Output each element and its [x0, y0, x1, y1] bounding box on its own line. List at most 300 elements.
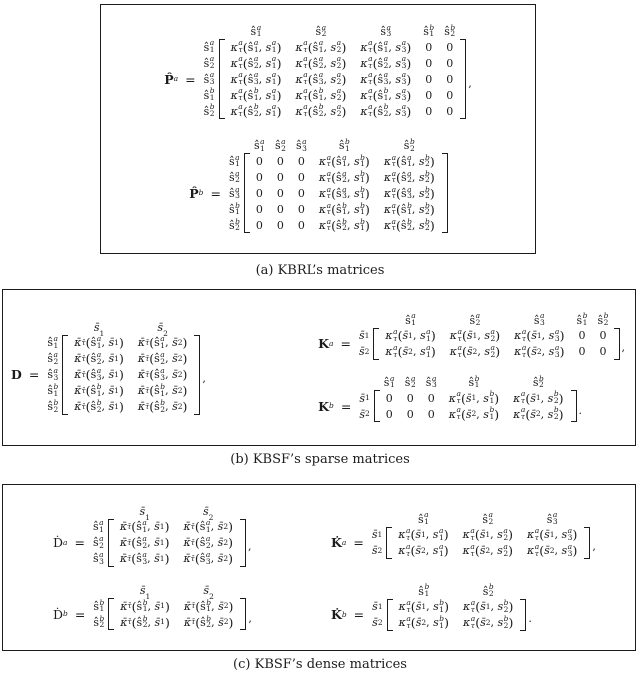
math-glyph: (	[331, 201, 336, 217]
matrix-cell: κ a τ ( s̄ 2 , s a 1 )	[398, 542, 449, 559]
math-subsup-stack	[210, 72, 215, 86]
math-glyph: s̄	[372, 616, 378, 629]
math-script: 2	[450, 29, 456, 39]
math-glyph: )	[430, 328, 436, 343]
math-glyph: ,	[490, 616, 495, 629]
math-script: 2	[409, 143, 415, 153]
math-glyph: ,	[411, 218, 416, 232]
math-glyph: ŝ	[154, 336, 160, 349]
math-glyph: (	[242, 55, 248, 71]
math-glyph: ŝ	[377, 56, 384, 70]
right-bracket	[194, 335, 200, 415]
math-glyph: (	[307, 87, 313, 103]
math-glyph: D	[11, 367, 22, 382]
math-glyph: (	[149, 335, 155, 350]
matrix-cell	[572, 344, 593, 360]
math-glyph: s	[395, 104, 402, 118]
math-script: a	[368, 54, 373, 64]
math-script: τ	[391, 175, 396, 185]
math-glyph: (	[397, 328, 403, 343]
math-glyph: s	[265, 56, 272, 70]
math-script: a	[271, 86, 277, 96]
matrix-punctuation: ,	[621, 340, 625, 354]
math-script: a	[336, 54, 342, 64]
math-script: τ	[520, 396, 526, 405]
math-glyph: ŝ	[336, 154, 342, 168]
math-glyph: )	[443, 543, 449, 559]
math-script: a	[391, 184, 397, 194]
math-script: 2	[205, 540, 211, 550]
math-glyph: κ̄	[120, 599, 128, 613]
math-script: 1	[439, 604, 445, 614]
math-glyph: s	[548, 329, 555, 342]
math-script: 3	[407, 191, 412, 201]
right-bracket	[520, 599, 526, 631]
math-glyph: (	[461, 344, 467, 359]
math-script: b	[99, 597, 105, 607]
math-glyph: ŝ	[482, 584, 489, 598]
math-script: 2	[142, 540, 148, 550]
caption-c: (c) KBSF’s dense matrices	[233, 657, 407, 672]
math-script: τ	[238, 45, 243, 55]
math-subsup-stack	[235, 168, 240, 185]
matrix-cell: κ̄ τ̄ ( ŝ b 1 , s̄ 2 )	[137, 381, 188, 398]
math-subsup-stack	[429, 22, 435, 39]
row-label: s̄ 2	[371, 544, 383, 558]
math-script: τ	[368, 109, 373, 119]
matrix-cell: κ a τ ( s̄ 2 , s a 2 )	[449, 342, 501, 359]
math-glyph: )	[406, 55, 412, 71]
math-glyph	[347, 607, 351, 622]
math-glyph: 0	[578, 329, 586, 342]
math-script: τ	[303, 109, 308, 119]
matrix-cell	[312, 153, 377, 169]
math-glyph: s̄	[479, 544, 486, 558]
math-glyph: )	[559, 344, 565, 359]
math-glyph: ,	[425, 528, 430, 542]
math-script: 1	[439, 620, 445, 630]
math-glyph: κ	[514, 345, 522, 358]
math-glyph: ŝ	[200, 615, 206, 629]
col-label	[288, 22, 353, 40]
math-script: 3	[142, 556, 148, 566]
math-script: a	[488, 510, 493, 520]
matrix-cell	[312, 217, 377, 233]
math-subsup-stack	[210, 40, 215, 54]
math-script: a	[391, 200, 397, 210]
math-glyph: ŝ	[469, 313, 476, 327]
math-script: a	[406, 613, 411, 623]
math-glyph: (	[396, 153, 401, 169]
math-glyph: (	[85, 367, 91, 382]
math-script: b	[253, 86, 259, 96]
matrix-cell	[439, 39, 460, 55]
math-glyph: ŝ	[92, 536, 99, 549]
math-glyph: s̄	[402, 345, 409, 358]
math-glyph: ,	[388, 40, 392, 54]
col-label	[439, 22, 460, 40]
math-script: 3	[401, 45, 407, 55]
right-bracket	[240, 519, 246, 567]
math-script: τ	[326, 223, 331, 233]
matrix-cell	[270, 185, 291, 201]
math-script: 1	[271, 45, 277, 55]
math-glyph: ,	[490, 528, 494, 542]
math-script: b	[342, 200, 347, 210]
math-glyph: κ̄	[137, 400, 146, 413]
math-subsup-stack	[553, 512, 558, 526]
math-subsup-stack	[424, 512, 429, 526]
math-glyph: )	[495, 328, 501, 343]
math-glyph: s̄	[415, 616, 422, 629]
right-bracket	[460, 39, 466, 119]
matrix-cell: κ̄ τ̄ ( ŝ b 1 , s̄ 2 )	[183, 597, 234, 614]
math-glyph: (	[85, 383, 91, 398]
math-glyph: )	[494, 406, 500, 422]
col-label	[392, 584, 456, 599]
math-glyph: s̄	[359, 391, 365, 405]
math-script: a	[253, 54, 259, 64]
math-glyph: s̄	[172, 384, 178, 397]
math-glyph: s	[433, 600, 439, 613]
math-script: 3	[302, 143, 307, 153]
math-script: a	[303, 38, 308, 48]
math-script: b	[488, 582, 494, 591]
math-script: a	[336, 102, 342, 112]
math-glyph: κ̄	[74, 384, 82, 397]
math-glyph: ŝ	[92, 520, 99, 533]
math-script: 2	[383, 61, 389, 71]
math-glyph: (	[410, 599, 416, 614]
math-glyph: )	[558, 390, 564, 406]
math-script: τ	[521, 333, 527, 343]
math-glyph: κ̄	[119, 520, 128, 533]
math-glyph: (	[85, 399, 91, 414]
math-glyph: s̄	[531, 329, 537, 342]
math-glyph: ,	[323, 56, 328, 70]
math-script: τ	[521, 349, 527, 359]
math-script: τ	[368, 93, 373, 103]
math-script: a	[567, 526, 573, 535]
math-script: 2	[142, 620, 148, 630]
math-script: a	[470, 526, 475, 535]
math-script: a	[253, 70, 259, 80]
math-subsup-stack	[235, 184, 240, 201]
math-glyph: κ	[514, 329, 522, 342]
math-script: b	[360, 216, 365, 226]
math-glyph: )	[495, 344, 501, 359]
matrix-cell	[439, 71, 460, 87]
math-subsup-stack	[345, 136, 350, 153]
row-label	[204, 71, 219, 87]
col-label	[507, 313, 571, 328]
math-script: 2	[318, 61, 324, 71]
math-script: 2	[490, 349, 496, 359]
math-subsup-stack	[210, 88, 215, 102]
math-subsup-stack	[321, 22, 327, 39]
col-label: s̄ 1	[139, 584, 151, 602]
math-glyph: s̄	[154, 520, 160, 533]
math-glyph: κ	[513, 391, 521, 405]
math-glyph: s	[497, 616, 504, 629]
math-script: 2	[321, 29, 327, 39]
math-script: a	[391, 216, 397, 226]
matrix-cell	[377, 217, 442, 233]
math-glyph: =	[185, 71, 196, 87]
matrix-K-b	[318, 373, 583, 423]
math-subsup-stack	[386, 22, 392, 39]
matrix-cell	[249, 169, 270, 185]
math-glyph: )	[406, 39, 412, 55]
row-label: s̄ 1	[371, 528, 383, 542]
panel-c-row1-right	[309, 512, 629, 559]
matrix-cell: κ a τ ( s̄ 2 , s b 2 )	[513, 405, 564, 422]
matrix-cell: κ a τ ( s̄ 2 , s b 1 )	[448, 405, 500, 422]
math-script: 1	[160, 388, 166, 398]
math-script: b	[206, 613, 212, 623]
math-glyph: (	[460, 390, 466, 406]
math-script: τ	[303, 45, 308, 55]
math-glyph: κ	[318, 218, 327, 232]
math-glyph: 0	[578, 345, 586, 358]
math-glyph: (	[539, 543, 545, 559]
math-glyph: (	[331, 185, 337, 201]
math-glyph: κ̄	[137, 384, 146, 397]
math-glyph: ŝ	[136, 552, 142, 565]
math-glyph: (	[131, 614, 137, 630]
panel-c-box	[2, 484, 636, 651]
math-script: a	[401, 54, 407, 64]
math-glyph: s	[395, 56, 402, 70]
math-glyph: ŝ	[336, 186, 342, 200]
math-glyph: (	[331, 153, 337, 169]
matrix-cell	[270, 217, 291, 233]
math-subsup-stack	[539, 373, 544, 390]
math-glyph: ŝ	[200, 599, 206, 613]
math-subsup-stack	[53, 397, 59, 414]
col-label	[224, 22, 289, 40]
math-glyph: s	[353, 218, 360, 232]
math-subsup-stack	[410, 373, 416, 390]
math-script: 2	[253, 109, 259, 119]
math-script: 2	[425, 191, 430, 201]
matrix-punctuation: ,	[248, 611, 252, 625]
math-script: a	[160, 365, 165, 375]
math-script: b	[345, 136, 350, 146]
matrix-P-hat-a	[164, 22, 472, 120]
math-glyph: ŝ	[47, 400, 53, 413]
math-glyph: ,	[323, 88, 328, 102]
math-glyph: s	[418, 186, 425, 200]
math-glyph: κ	[383, 202, 392, 216]
math-script: b	[489, 389, 495, 399]
math-script: 2	[490, 333, 496, 343]
math-script: a	[260, 136, 265, 146]
math-glyph: κ	[295, 104, 303, 118]
math-glyph: K	[318, 336, 330, 351]
math-script: a	[142, 517, 147, 527]
math-glyph: ,	[388, 72, 392, 86]
math-script: 1	[235, 207, 240, 217]
math-glyph: s̄	[217, 552, 224, 565]
math-script: a	[96, 365, 102, 375]
math-glyph: κ	[360, 56, 368, 70]
math-script: 2	[425, 207, 430, 217]
math-script: a	[410, 373, 416, 383]
math-glyph: ŝ	[312, 56, 319, 70]
math-script: 3	[401, 61, 407, 71]
math-subsup-stack	[540, 313, 545, 327]
math-glyph	[203, 186, 207, 201]
math-script: a	[142, 549, 147, 559]
math-script: b	[53, 397, 59, 407]
matrix-cell	[379, 406, 400, 422]
math-glyph: (	[307, 39, 313, 55]
math-glyph: )	[406, 87, 412, 103]
math-subsup-stack	[99, 613, 105, 630]
math-glyph: ,	[411, 170, 416, 184]
math-script: τ	[368, 61, 373, 71]
panel-c-row-2	[9, 584, 629, 631]
matrix-cell: κ̄ τ̄ ( ŝ a 1 , s̄ 2 )	[137, 333, 188, 350]
math-glyph: =	[340, 398, 352, 414]
math-script: 1	[209, 93, 215, 103]
col-label	[443, 313, 507, 328]
math-glyph: )	[364, 169, 370, 185]
math-glyph: ,	[101, 400, 106, 413]
math-script: 2	[96, 404, 102, 414]
col-label	[270, 136, 291, 154]
math-glyph: 0	[276, 202, 284, 216]
math-glyph: κ	[295, 88, 303, 102]
math-script: a	[271, 102, 277, 112]
math-glyph: s̄	[530, 407, 536, 421]
math-glyph: ŝ	[247, 88, 254, 102]
math-subsup-stack	[53, 365, 59, 382]
math-glyph: 0	[297, 218, 305, 232]
math-script: a	[342, 168, 347, 178]
math-script: b	[160, 397, 166, 407]
math-script: 3	[554, 333, 560, 343]
math-script: 1	[160, 340, 166, 350]
matrix-cell: κ̄ τ̄ ( ŝ a 1 , s̄ 2 )	[183, 517, 233, 534]
col-label	[249, 136, 270, 154]
matrix-mount-D-dot-b	[53, 584, 252, 630]
matrix-cell	[418, 71, 439, 87]
math-script: 2	[425, 175, 430, 185]
matrix-lhs: K a =	[318, 336, 351, 351]
math-subsup-stack	[431, 373, 437, 390]
math-script: 2	[160, 356, 166, 366]
math-script: a	[271, 54, 277, 64]
math-glyph: s̄	[154, 615, 161, 629]
math-glyph: ,	[323, 72, 328, 86]
matrix-cell	[353, 55, 418, 71]
math-script: 2	[53, 356, 59, 366]
math-glyph: )	[572, 527, 578, 543]
math-glyph: ,	[210, 552, 215, 565]
math-script: a	[302, 136, 307, 146]
math-script: b	[99, 613, 105, 623]
math-glyph: s̄	[415, 528, 422, 542]
math-glyph: ŝ	[136, 599, 143, 613]
math-glyph: 0	[297, 170, 305, 184]
matrix-lhs: Ḋ b =	[53, 606, 86, 622]
math-subsup-stack	[53, 333, 59, 350]
matrix-cell: κ a τ ( s̄ 2 , s b 1 )	[398, 613, 449, 630]
math-glyph: (	[525, 406, 531, 422]
math-glyph: )	[341, 71, 347, 87]
math-glyph: (	[475, 599, 481, 614]
math-glyph: s̄	[108, 368, 115, 381]
math-glyph: κ	[513, 407, 521, 421]
math-script: a	[426, 326, 431, 336]
math-script: a	[326, 184, 332, 194]
math-glyph	[68, 607, 72, 622]
math-subsup-stack	[99, 517, 104, 534]
math-glyph: ŝ	[90, 336, 97, 349]
math-glyph: )	[494, 390, 500, 406]
math-glyph: )	[558, 406, 564, 422]
caption-a: (a) KBRL’s matrices	[255, 263, 385, 278]
row-label	[204, 55, 219, 71]
math-script: a	[401, 102, 407, 112]
matrix-D	[11, 321, 206, 415]
math-glyph: s	[353, 202, 360, 216]
matrix-cell	[224, 55, 289, 71]
math-glyph: )	[429, 217, 435, 233]
matrix-cell	[593, 344, 614, 360]
math-script: τ	[393, 333, 398, 343]
math-glyph: 0	[599, 329, 607, 342]
math-glyph: s̄	[108, 400, 115, 413]
matrix-lhs: K̇ a =	[331, 535, 364, 551]
math-glyph: (	[460, 406, 466, 422]
math-glyph: )	[118, 383, 124, 398]
math-script: a	[326, 200, 332, 210]
matrix-cell	[418, 103, 439, 119]
math-glyph: ŝ	[482, 512, 488, 526]
math-script: 2	[410, 380, 416, 390]
math-glyph: )	[182, 383, 188, 398]
math-subsup-stack	[409, 136, 415, 153]
math-glyph: s	[561, 544, 568, 558]
matrix-cell: κ a τ ( s̄ 1 , s a 1 )	[398, 526, 449, 543]
math-script: 2	[318, 109, 324, 119]
math-glyph: ŝ	[203, 88, 210, 102]
math-glyph: κ̄	[183, 552, 191, 565]
matrix-cell	[421, 390, 442, 406]
math-glyph: (	[131, 519, 137, 534]
math-glyph: κ	[360, 72, 368, 86]
math-script: a	[271, 70, 277, 80]
math-script: b	[425, 200, 430, 210]
math-script: 2	[488, 517, 494, 526]
math-glyph: 0	[446, 56, 454, 70]
math-script: τ	[326, 159, 331, 169]
math-script: 1	[582, 317, 588, 327]
math-script: τ	[393, 349, 398, 359]
math-script: 3	[540, 317, 545, 327]
math-glyph: s	[353, 186, 360, 200]
math-glyph: s̄	[415, 544, 422, 558]
math-glyph: (	[461, 328, 467, 343]
math-script: a	[393, 326, 398, 336]
math-script: τ	[391, 207, 396, 217]
right-bracket	[614, 328, 620, 360]
math-glyph: ,	[165, 368, 169, 381]
math-glyph: ŝ	[312, 72, 319, 86]
